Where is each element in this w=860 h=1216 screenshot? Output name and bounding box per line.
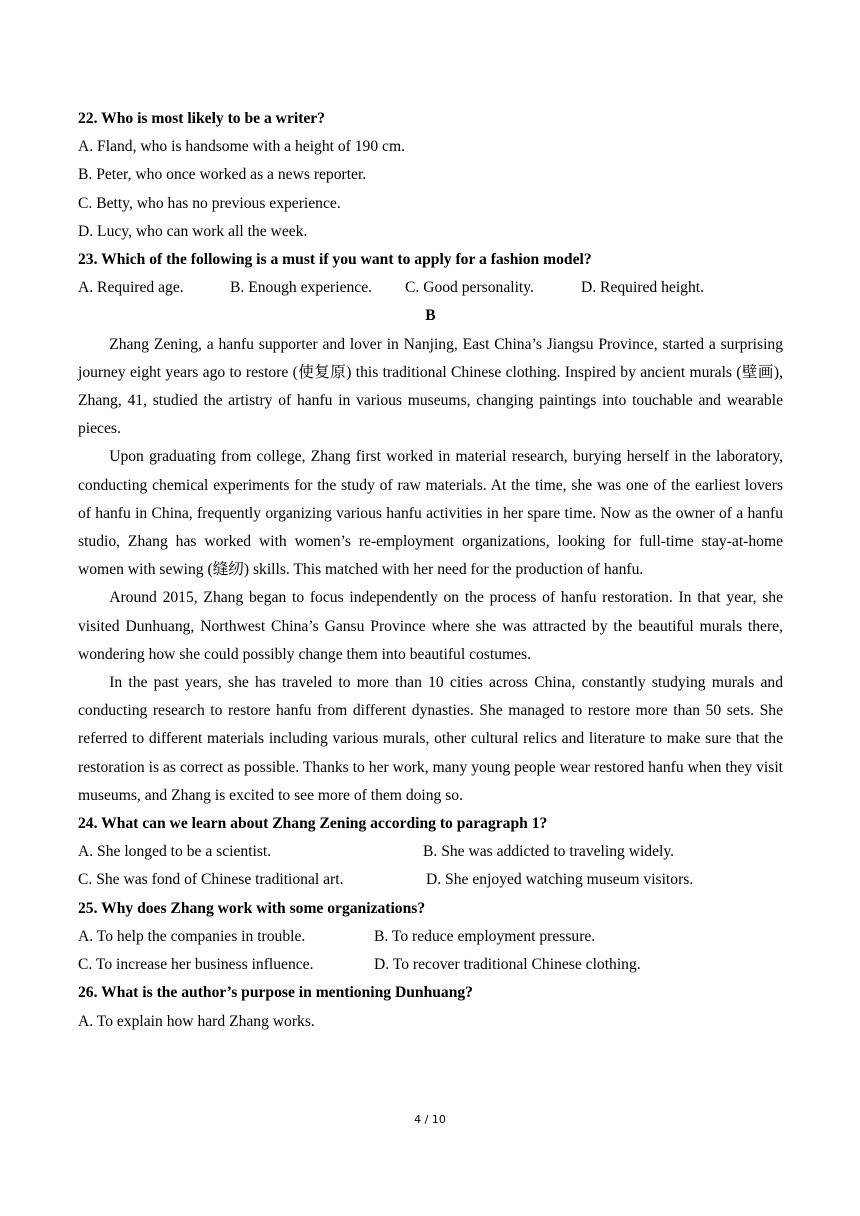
q22-option-c: C. Betty, who has no previous experience. xyxy=(78,194,341,212)
q26-option-a: A. To explain how hard Zhang works. xyxy=(78,1012,315,1030)
page-content xyxy=(78,105,783,1036)
q23-option-d: D. Required height. xyxy=(581,279,704,297)
q23-option-b: B. Enough experience. xyxy=(230,279,373,297)
q23-options xyxy=(78,274,783,302)
question-22: 22. Who is most likely to be a writer? xyxy=(78,110,326,127)
q24-option-c: C. She was fond of Chinese traditional art. xyxy=(78,871,344,889)
section-heading-b: B xyxy=(425,307,436,325)
question-23: 23. Which of the following is a must if you want to apply for a fashion model? xyxy=(78,251,592,269)
question-25: 25. Why does Zhang work with some organizations? xyxy=(78,899,426,917)
passage-paragraph-4: In the past years, she has traveled to more than 10 cities across China, constantly studying murals and conducting research to restore hanfu from different dynasties. She managed to restore more than 50 sets. She referred to different materials including various murals, other cultural relics and literature to make sure that the restoration is as correct as possible. Thanks to her work, many young people wear restored hanfu when they visit museums, and Zhang is excited to see more of them doing so. xyxy=(78,674,783,804)
passage-paragraph-3: Around 2015, Zhang began to focus independently on the process of hanfu restoration. In that year, she visited Dunhuang, Northwest China’s Gansu Province where she was attracted by the beautiful murals there, wondering how she could possibly change them into beautiful costumes. xyxy=(78,589,783,663)
q24-option-b: B. She was addicted to traveling widely. xyxy=(423,843,675,861)
q22-option-a: A. Fland, who is handsome with a height of 190 cm. xyxy=(78,138,405,156)
q23-option-a: A. Required age. xyxy=(78,279,184,297)
q24-option-a: A. She longed to be a scientist. xyxy=(78,843,272,861)
q23-option-c: C. Good personality. xyxy=(405,279,534,297)
q24-options-row-1 xyxy=(78,838,783,866)
question-26: 26. What is the author’s purpose in mentioning Dunhuang? xyxy=(78,984,473,1002)
passage-paragraph-1: Zhang Zening, a hanfu supporter and lover in Nanjing, East China’s Jiangsu Province, started a surprising journey eight years ago to restore (使复原) this traditional Chinese clothing. Inspired by ancient murals (壁画), Zhang, 41, studied the artistry of hanfu in various museums, changing paintings into touchable and wearable pieces. xyxy=(78,335,783,438)
q25-option-a: A. To help the companies in trouble. xyxy=(78,927,306,945)
q24-option-d: D. She enjoyed watching museum visitors. xyxy=(426,871,694,889)
question-24: 24. What can we learn about Zhang Zening according to paragraph 1? xyxy=(78,815,548,833)
q25-options-row-1 xyxy=(78,923,783,951)
q25-option-b: B. To reduce employment pressure. xyxy=(374,927,596,945)
q22-option-b: B. Peter, who once worked as a news reporter. xyxy=(78,166,367,184)
q25-options-row-2 xyxy=(78,951,783,979)
q25-option-c: C. To increase her business influence. xyxy=(78,956,314,974)
q22-option-d: D. Lucy, who can work all the week. xyxy=(78,222,308,240)
passage-paragraph-2: Upon graduating from college, Zhang first worked in material research, burying herself in the laboratory, conducting chemical experiments for the study of raw materials. At the time, she was one of the earliest lovers of hanfu in China, frequently organizing various hanfu activities in her spare time. Now as the owner of a hanfu studio, Zhang has worked with women’s re-employment organizations, looking for full-time stay-at-home women with sewing (缝纫) skills. This matched with her need for the production of hanfu. xyxy=(78,448,783,579)
q25-option-d: D. To recover traditional Chinese clothing. xyxy=(374,956,641,974)
page-number: 4 / 10 xyxy=(414,1113,446,1126)
q24-options-row-2 xyxy=(78,866,783,894)
